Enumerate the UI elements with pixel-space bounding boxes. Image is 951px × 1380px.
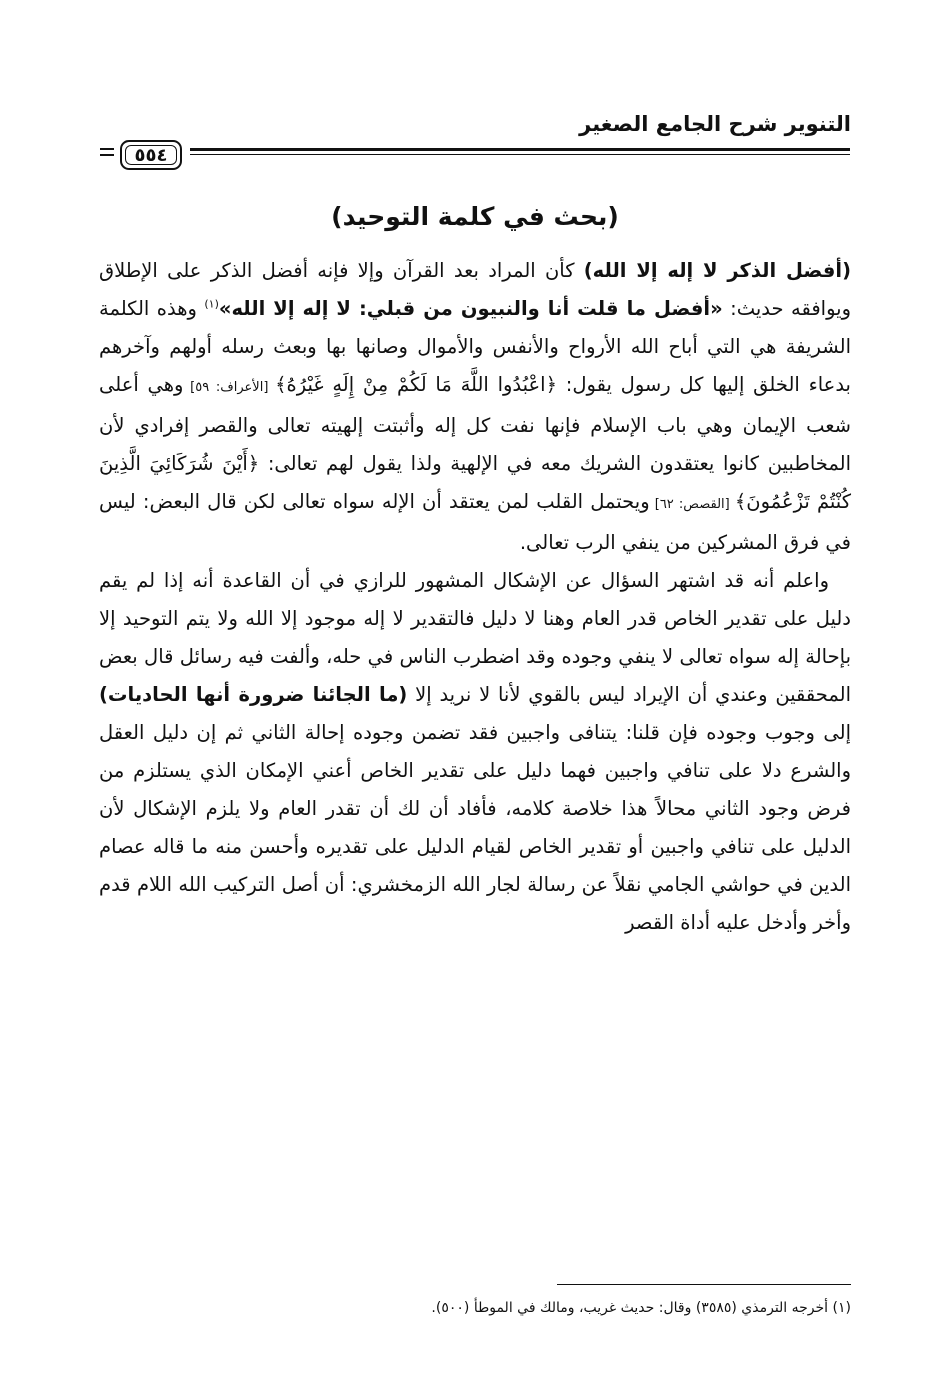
hadith-quote: «أفضل ما قلت أنا والنبيون من قبلي: لا إله إلا الله» — [218, 297, 723, 320]
header-rule-thin — [190, 154, 850, 155]
page-number-text: ٥٥٤ — [134, 144, 168, 166]
paragraph-2 — [99, 562, 851, 942]
header-rule — [100, 140, 850, 180]
p2-text-1: واعلم أنه قد اشتهر السؤال عن الإشكال المشهور للرازي في أن القاعدة أنه إذا لم يقم دليل على تقدير الخاص قدر العام وهنا لا دليل فالتقدير لا إله موجود إلا الله ولا يتم التوحيد إلا بإحالة إله سواه تعالى لا ينفي وجوده وقد اضطرب الناس في حله، وألفت فيه رسائل قال بعض المحققين وعندي أن الإيراد ليس بالقوي لأنا لا نريد إلا — [99, 569, 851, 706]
verse-reference-2: [القصص: ٦٢] — [649, 497, 735, 512]
p1-text-4: ويحتمل القلب لمن يعتقد أن الإله سواه تعالى لكن قال البعض: ليس في فرق المشركين من ينفي الرب تعالى. — [99, 490, 851, 554]
quran-verse-2: ﴿أَيْنَ شُرَكَائِيَ الَّذِينَ كُنْتُمْ تَزْعُمُونَ﴾ — [99, 452, 851, 513]
p2-text-2: إلى وجوب وجوده فإن قلنا: يتنافى واجبين فقد تضمن وجوده إحالة الثاني ثم إن دليل العقل والشرع دلا على تنافي واجبين فهما دليل على تقدير الخاص أعني الإمكان الذي يستلزم من فرض وجود الثاني محالاً هذا خلاصة كلامه، فأفاد أن لك أن تقدر العام ولا يلزم الإشكال لأن الدليل على تنافي واجبين أو تقدير الخاص لقيام الدليل على تقديره وأحسن منه ما قاله عصام الدين في حواشي الجامي نقلاً عن رسالة لجار الله الزمخشري: أن أصل التركيب الله اللام قدم وأخر وأدخل عليه أداة القصر — [99, 721, 851, 934]
header-rule-thick — [190, 148, 850, 151]
running-title: التنوير شرح الجامع الصغير — [579, 112, 851, 136]
verse-reference-1: [الأعراف: ٥٩] — [183, 380, 276, 395]
footnote-marker: (١) — [204, 297, 219, 311]
footnote-rule — [557, 1284, 851, 1285]
p2-bold-quote: (ما الجائنا ضرورة أنها الحاديات) — [99, 683, 408, 706]
body-text — [99, 252, 851, 942]
paragraph-1 — [99, 252, 851, 562]
footnote: (١) أخرجه الترمذي (٣٥٨٥) وقال: حديث غريب، ومالك في الموطأ (٥٠٠). — [431, 1300, 851, 1316]
p1-text-3: وهي أعلى شعب الإيمان وهي باب الإسلام فإنها نفت كل إله وأثبتت إلهيته تعالى والقصر إفرادي لأن المخاطبين كانوا يعتقدون الشريك معه في الإلهية ولذا يقول لهم تعالى: — [99, 373, 852, 475]
section-heading: (بحث في كلمة التوحيد) — [331, 202, 619, 231]
p1-text-1: كأن المراد بعد القرآن وإلا فإنه أفضل الذكر على الإطلاق ويوافقه حديث: — [99, 259, 851, 320]
page-number — [120, 140, 182, 170]
p1-text-2: وهذه الكلمة الشريفة هي التي أباح الله الأرواح والأنفس والأموال وصانها بها وبعث رسله أولهم وآخرهم بدعاء الخلق إليها كل رسول يقول: — [99, 297, 851, 396]
lemma: (أفضل الذكر لا إله إلا الله) — [583, 259, 852, 282]
quran-verse-1: ﴿اعْبُدُوا اللَّهَ مَا لَكُمْ مِنْ إِلَهٍ غَيْرُهُ﴾ — [275, 373, 558, 396]
page-number-ornament — [100, 148, 114, 156]
